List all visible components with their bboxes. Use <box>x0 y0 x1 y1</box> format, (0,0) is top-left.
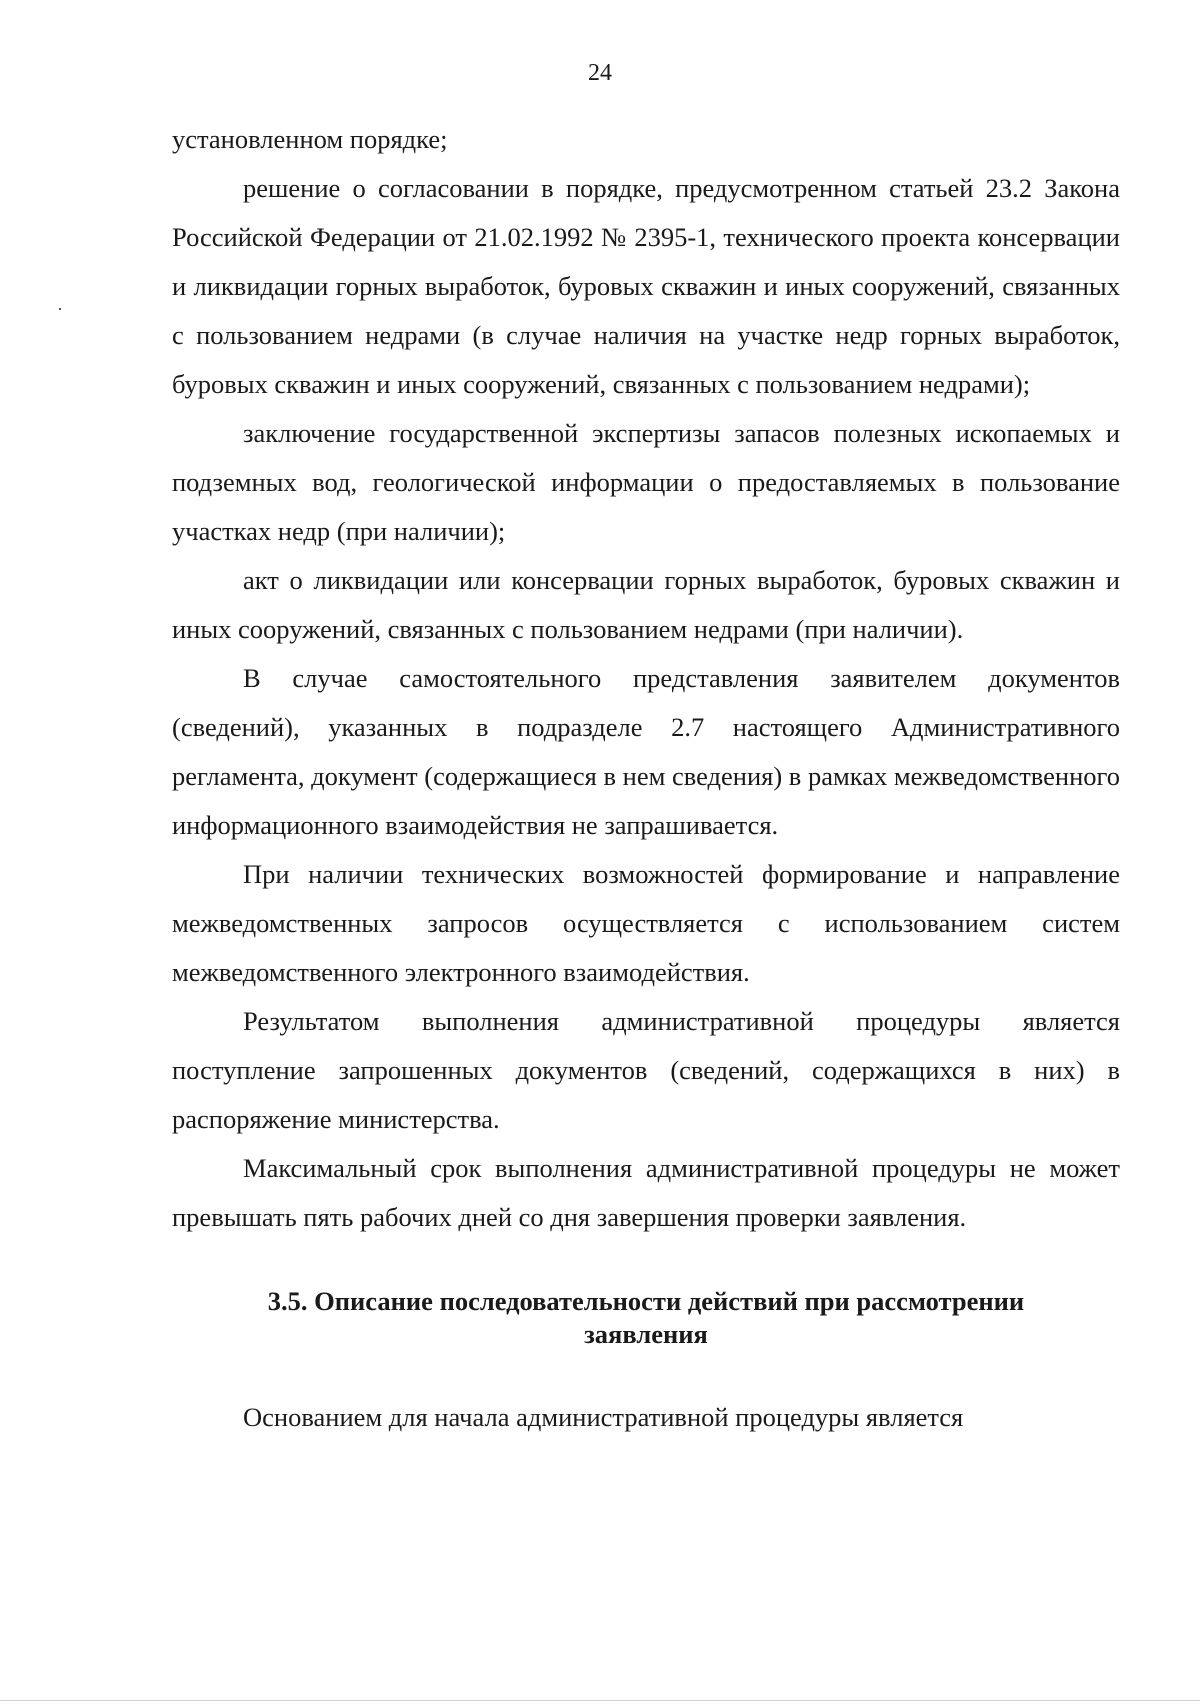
section-heading-line: 3.5. Описание последовательности действий при рассмотрении <box>267 1286 1025 1316</box>
paragraph: установленном порядке; <box>172 124 448 154</box>
paragraph: В случае самостоятельного представления заявителем документов (сведений), указанных в подразделе 2.7 настоящего Административного регламента, документ (содержащиеся в нем сведения) в рамках межведомственного информационного взаимодействия не запрашивается. <box>172 663 1120 840</box>
page-bottom-edge <box>0 1700 1200 1701</box>
document-body <box>172 115 1120 1442</box>
scan-speck <box>59 308 61 310</box>
paragraph: Основанием для начала административной процедуры является <box>243 1402 964 1432</box>
section-heading <box>172 1285 1120 1351</box>
paragraph: Максимальный срок выполнения административной процедуры не может превышать пять рабочих дней со дня завершения проверки заявления. <box>172 1153 1120 1232</box>
paragraph: При наличии технических возможностей формирование и направление межведомственных запросов осуществляется с использованием систем межведомственного электронного взаимодействия. <box>172 859 1120 987</box>
paragraph: Результатом выполнения административной процедуры является поступление запрошенных документов (сведений, содержащихся в них) в распоряжение министерства. <box>172 1006 1120 1134</box>
paragraph: заключение государственной экспертизы запасов полезных ископаемых и подземных вод, геологической информации о предоставляемых в пользование участках недр (при наличии); <box>172 418 1120 546</box>
section-heading-line: заявления <box>584 1319 708 1349</box>
paragraph: акт о ликвидации или консервации горных выработок, буровых скважин и иных сооружений, связанных с пользованием недрами (при наличии). <box>172 565 1120 644</box>
page-number: 24 <box>588 60 612 86</box>
paragraph: решение о согласовании в порядке, предусмотренном статьей 23.2 Закона Российской Федерации от 21.02.1992 № 2395-1, технического проекта консервации и ликвидации горных выработок, буровых скважин и иных сооружений, связанных с пользованием недрами (в случае наличия на участке недр горных выработок, буровых скважин и иных сооружений, связанных с пользованием недрами); <box>172 173 1120 399</box>
